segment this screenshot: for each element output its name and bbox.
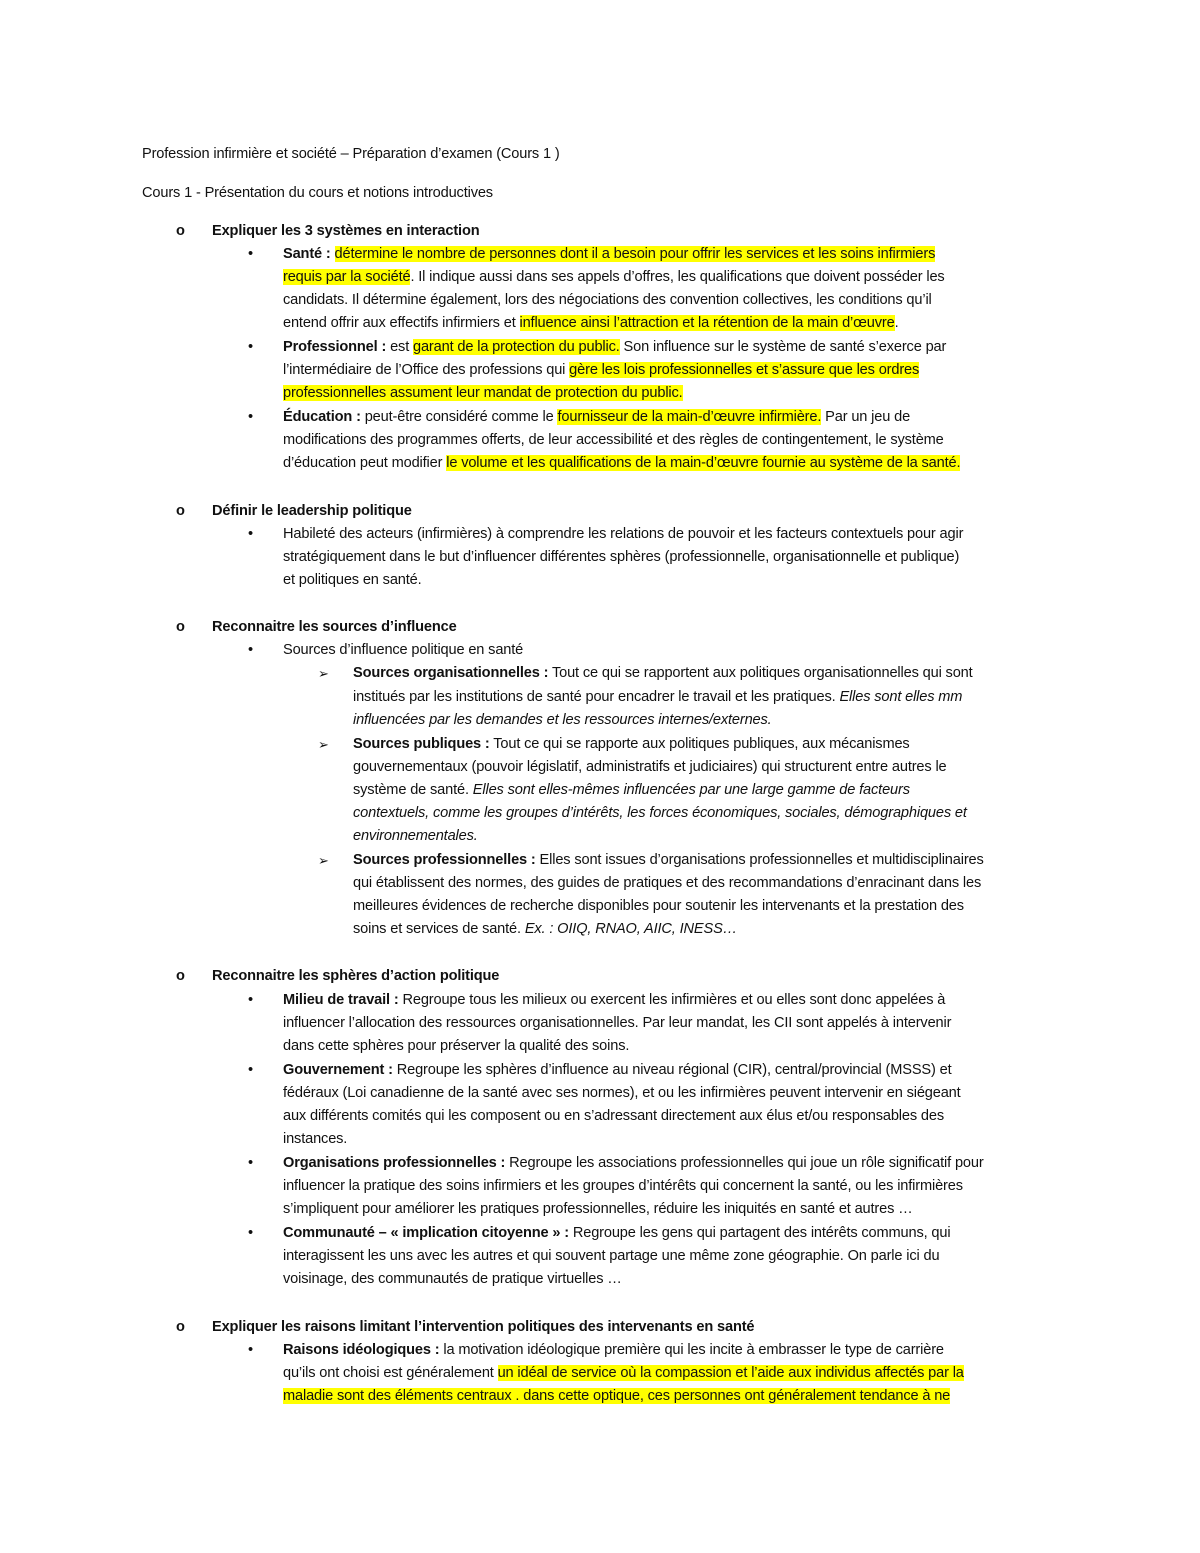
highlighted-text: détermine le nombre de personnes dont il a besoin pour offrir les services et les soins infirmiers bbox=[334, 246, 936, 262]
highlighted-text: requis par la société bbox=[283, 269, 411, 285]
text-span: l’intermédiaire de l’Office des professions qui bbox=[283, 362, 570, 378]
arrow-bullet-icon: ➢ bbox=[318, 666, 329, 681]
term-label: Sources organisationnelles : bbox=[353, 665, 549, 681]
paragraph-line: influencer la pratique des soins infirmiers et les groupes d’intérêts qui concernent la santé, ou les infirmières bbox=[283, 1178, 963, 1194]
text-span: est bbox=[386, 339, 413, 355]
highlighted-text: professionnelles assument leur mandat de protection du public. bbox=[283, 385, 683, 401]
outline-marker: o bbox=[176, 223, 185, 239]
text-span: d’éducation peut modifier bbox=[283, 455, 447, 471]
paragraph-line bbox=[353, 849, 984, 872]
section-heading: Expliquer les raisons limitant l’intervention politiques des intervenants en santé bbox=[212, 1319, 755, 1335]
paragraph-line: influencer l’allocation des ressources organisationnelles. Par leur mandat, les CII sont appelés à intervenir bbox=[283, 1015, 952, 1031]
paragraph-line bbox=[283, 359, 919, 382]
highlighted-text: un idéal de service où la compassion et l’aide aux individus affectés par la bbox=[497, 1365, 964, 1381]
bullet-marker: • bbox=[248, 339, 253, 355]
outline-marker: o bbox=[176, 619, 185, 635]
term-label: Communauté – « implication citoyenne » : bbox=[283, 1225, 569, 1241]
section-heading: Définir le leadership politique bbox=[212, 503, 412, 519]
italic-text: Ex. : OIIQ, RNAO, AIIC, INESS… bbox=[524, 921, 738, 937]
paragraph-line bbox=[283, 1152, 984, 1175]
paragraph-line: contextuels, comme les groupes d’intérêts, les forces économiques, sociales, démographiques et bbox=[353, 805, 967, 821]
text-span: Tout ce qui se rapporte aux politiques publiques, aux mécanismes bbox=[489, 736, 910, 752]
text-span: Par un jeu de bbox=[821, 409, 911, 425]
section-heading: Reconnaitre les sources d’influence bbox=[212, 619, 457, 635]
term-label: Professionnel : bbox=[283, 339, 387, 355]
paragraph-line bbox=[283, 382, 683, 405]
paragraph-line bbox=[283, 336, 946, 359]
bullet-marker: • bbox=[248, 1342, 253, 1358]
term-label: Éducation : bbox=[283, 409, 361, 425]
arrow-bullet-icon: ➢ bbox=[318, 853, 329, 868]
paragraph-line bbox=[353, 686, 962, 709]
paragraph-line: aux différents comités qui les composent ou en s’adressant directement aux élus et/ou responsables des bbox=[283, 1108, 944, 1124]
term-label: Sources publiques : bbox=[353, 736, 490, 752]
highlighted-text: influence ainsi l’attraction et la rétention de la main d’œuvre bbox=[519, 315, 895, 331]
paragraph-line: stratégiquement dans le but d’influencer différentes sphères (professionnelle, organisationnelle et publique) bbox=[283, 549, 960, 565]
text-span: Regroupe les sphères d’influence au niveau régional (CIR), central/provincial (MSSS) et bbox=[392, 1062, 952, 1078]
paragraph-line: qui établissent des normes, des guides de pratiques et des recommandations d’enracinant dans les bbox=[353, 875, 982, 891]
text-span: institués par les institutions de santé pour encadrer le travail et les pratiques. bbox=[353, 689, 840, 705]
doc-title: Profession infirmière et société – Préparation d’examen (Cours 1 ) bbox=[142, 146, 560, 162]
paragraph-line bbox=[283, 266, 945, 289]
paragraph-line bbox=[353, 733, 910, 756]
highlighted-text: fournisseur de la main-d’œuvre infirmière. bbox=[557, 409, 822, 425]
paragraph-line: influencées par les demandes et les ressources internes/externes. bbox=[353, 712, 772, 728]
bullet-marker: • bbox=[248, 1225, 253, 1241]
text-span: système de santé. bbox=[353, 782, 473, 798]
text-span: . bbox=[894, 315, 899, 331]
paragraph-line bbox=[283, 406, 910, 429]
outline-marker: o bbox=[176, 968, 185, 984]
term-label: Raisons idéologiques : bbox=[283, 1342, 440, 1358]
text-span: Son influence sur le système de santé s’exerce par bbox=[619, 339, 947, 355]
bullet-marker: • bbox=[248, 642, 253, 658]
bullet-marker: • bbox=[248, 409, 253, 425]
text-span: Regroupe les associations professionnelles qui joue un rôle significatif pour bbox=[505, 1155, 984, 1171]
text-span: . Il indique aussi dans ses appels d’offres, les qualifications que doivent posséder les bbox=[410, 269, 945, 285]
paragraph-line: dans cette sphères pour préserver la qualité des soins. bbox=[283, 1038, 630, 1054]
text-span: Elles sont issues d’organisations professionnelles et multidisciplinaires bbox=[535, 852, 984, 868]
text-span: peut-être considéré comme le bbox=[360, 409, 558, 425]
paragraph-line: fédéraux (Loi canadienne de la santé avec ses normes), et ou les infirmières peuvent intervenir en siégeant bbox=[283, 1085, 961, 1101]
paragraph-line bbox=[283, 312, 898, 335]
term-label: Milieu de travail : bbox=[283, 992, 399, 1008]
outline-marker: o bbox=[176, 503, 185, 519]
paragraph-line bbox=[353, 918, 737, 941]
bullet-marker: • bbox=[248, 246, 253, 262]
italic-text: Elles sont elles-mêmes influencées par une large gamme de facteurs bbox=[472, 782, 910, 798]
paragraph-line bbox=[283, 1222, 950, 1245]
paragraph-line: meilleures évidences de recherche disponibles pour soutenir les intervenants et la prestation des bbox=[353, 898, 964, 914]
italic-text: Elles sont elles mm bbox=[839, 689, 963, 705]
paragraph-line: Sources d’influence politique en santé bbox=[283, 642, 524, 658]
paragraph-line: modifications des programmes offerts, de leur accessibilité et des règles de contingentement, le système bbox=[283, 432, 944, 448]
bullet-marker: • bbox=[248, 992, 253, 1008]
paragraph-line: candidats. Il détermine également, lors des négociations des convention collectives, les conditions qu’il bbox=[283, 292, 932, 308]
text-span: Regroupe tous les milieux ou exercent les infirmières et ou elles sont donc appelées à bbox=[398, 992, 946, 1008]
text-span: qu’ils ont choisi est généralement bbox=[283, 1365, 498, 1381]
paragraph-line bbox=[283, 989, 945, 1012]
bullet-marker: • bbox=[248, 526, 253, 542]
arrow-bullet-icon: ➢ bbox=[318, 737, 329, 752]
paragraph-line: environnementales. bbox=[353, 828, 478, 844]
text-span: Tout ce qui se rapportent aux politiques organisationnelles qui sont bbox=[548, 665, 973, 681]
paragraph-line bbox=[353, 779, 910, 802]
paragraph-line: s’impliquent pour améliorer les pratiques professionnelles, réduire les iniquités en santé et autres … bbox=[283, 1201, 913, 1217]
text-span: la motivation idéologique première qui les incite à embrasser le type de carrière bbox=[439, 1342, 944, 1358]
term-label: Sources professionnelles : bbox=[353, 852, 536, 868]
paragraph-line bbox=[283, 243, 935, 266]
section-heading: Reconnaitre les sphères d’action politique bbox=[212, 968, 500, 984]
paragraph-line bbox=[283, 452, 960, 475]
paragraph-line bbox=[283, 1339, 944, 1362]
course-title: Cours 1 - Présentation du cours et notions introductives bbox=[142, 185, 493, 201]
paragraph-line bbox=[353, 662, 973, 685]
paragraph-line: voisinage, des communautés de pratique virtuelles … bbox=[283, 1271, 622, 1287]
highlighted-text: le volume et les qualifications de la main-d’œuvre fournie au système de la santé. bbox=[446, 455, 961, 471]
paragraph-line bbox=[283, 1059, 951, 1082]
paragraph-line bbox=[283, 1362, 964, 1385]
text-span: Regroupe les gens qui partagent des intérêts communs, qui bbox=[568, 1225, 951, 1241]
text-span: entend offrir aux effectifs infirmiers et bbox=[283, 315, 520, 331]
highlighted-text: maladie sont des éléments centraux . dans cette optique, ces personnes ont généralement tendance à ne bbox=[283, 1388, 951, 1404]
highlighted-text: garant de la protection du public. bbox=[413, 339, 620, 355]
paragraph-line: instances. bbox=[283, 1131, 348, 1147]
outline-marker: o bbox=[176, 1319, 185, 1335]
term-label: Gouvernement : bbox=[283, 1062, 393, 1078]
bullet-marker: • bbox=[248, 1062, 253, 1078]
term-label: Santé : bbox=[283, 246, 331, 262]
section-heading: Expliquer les 3 systèmes en interaction bbox=[212, 223, 480, 239]
paragraph-line bbox=[283, 1385, 950, 1408]
paragraph-line: gouvernementaux (pouvoir législatif, administratifs et judiciaires) qui structurent entre autres le bbox=[353, 759, 947, 775]
paragraph-line: et politiques en santé. bbox=[283, 572, 422, 588]
paragraph-line: interagissent les uns avec les autres et qui souvent partage une même zone géographie. On parle ici du bbox=[283, 1248, 940, 1264]
paragraph-line: Habileté des acteurs (infirmières) à comprendre les relations de pouvoir et les facteurs contextuels pour agir bbox=[283, 526, 964, 542]
term-label: Organisations professionnelles : bbox=[283, 1155, 506, 1171]
text-span: soins et services de santé. bbox=[353, 921, 525, 937]
highlighted-text: gère les lois professionnelles et s’assure que les ordres bbox=[569, 362, 920, 378]
bullet-marker: • bbox=[248, 1155, 253, 1171]
